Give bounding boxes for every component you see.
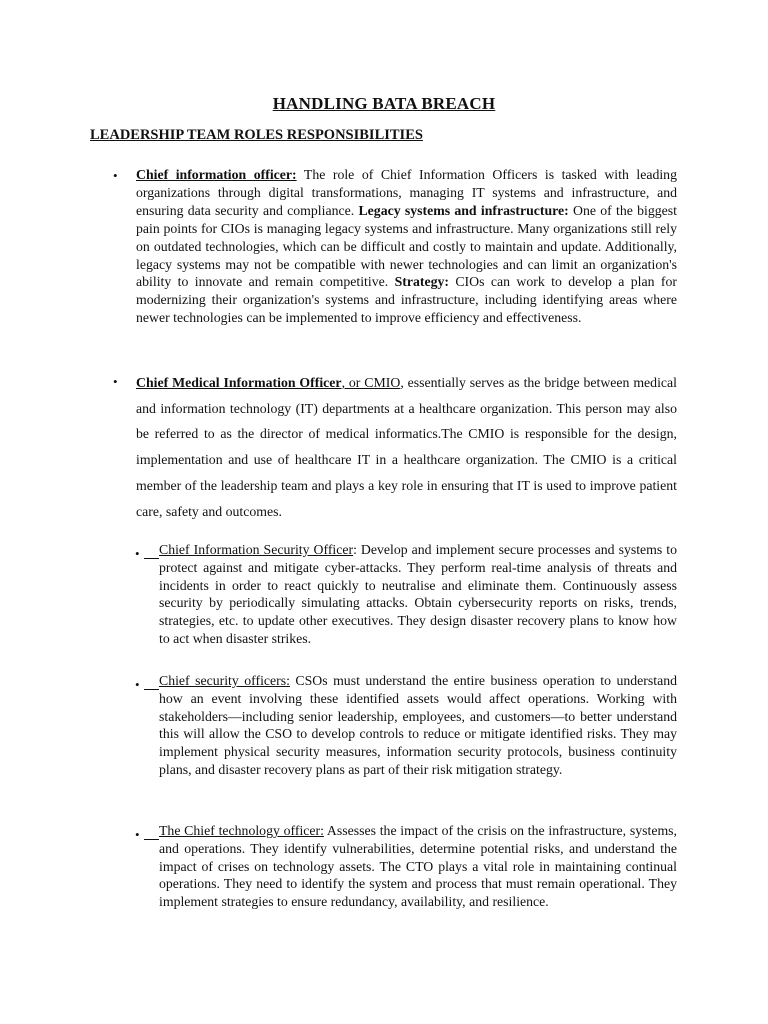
bullet-cto: • [135,827,140,842]
bullet-ciso: • [135,546,140,561]
bullet-cmio: • [113,374,118,389]
section-heading: LEADERSHIP TEAM ROLES RESPONSIBILITIES [90,127,423,143]
list-item-cso [159,672,677,779]
cio-strategy-label: Strategy: [394,274,449,290]
cio-label: Chief information officer: [136,167,297,182]
cto-label: The Chief technology officer: [159,823,324,838]
cso-text: CSOs must understand the entire business operation to understand how an event involving these identified assets would affect operations. Working with stakeholders—including senior leadership, employees, and customers—to better understand this will allow the CSO to develop controls to reduce or mitigate identified risks. They may implement physical security measures, information security protocols, business continuity plans, and disaster recovery plans as part of their risk mitigation strategy. [159,673,677,777]
cto-leader-underline [144,839,159,840]
bullet-cso: • [135,677,140,692]
cio-text-2: One of the biggest pain points for CIOs is managing legacy systems and infrastructure. Many organizations still rely on outdated technologies, which can be difficult and costly to maintain and update. Additionally, legacy systems may not be compatible with newer technologies and can limit an organization's ability to innovate and remain competitive. [136,202,678,290]
ciso-label: Chief Information Security Officer [159,542,354,557]
cio-legacy-label: Legacy systems and infrastructure: [358,202,569,218]
cmio-label: Chief Medical Information Officer [136,375,342,390]
cmio-label-abbrev: , or CMIO [341,375,401,390]
cso-leader-underline [144,689,159,690]
document-title: HANDLING BATA BREACH [272,94,496,113]
cio-text-3: CIOs can work to develop a plan for modernizing their organization's systems and infrastructure, including identifying areas where newer technologies can be implemented to improve efficiency and effectiveness. [136,274,677,326]
list-item-cio [136,166,677,327]
bullet-cio: • [113,168,118,183]
cmio-text: , essentially serves as the bridge between medical and information technology (IT) departments at a healthcare organization. This person may also be referred to as the director of medical informatics.The CMIO is responsible for the design, implementation and use of healthcare IT in a healthcare organization. The CMIO is a critical member of the leadership team and plays a key role in ensuring that IT is used to improve patient care, safety and outcomes. [136,375,677,519]
cio-text-1: The role of Chief Information Officers is tasked with leading organizations through digital transformations, managing IT systems and infrastructure, and ensuring data security and compliance. [136,167,677,218]
list-item-cmio [136,370,677,524]
list-item-cto [159,822,677,911]
ciso-text: : Develop and implement secure processes and systems to protect against and mitigate cyber-attacks. They perform real-time analysis of threats and incidents in order to react quickly to neutralise and eliminate them. Continuously assess security by periodically simulating attacks. Obtain cybersecurity reports on risks, trends, strategies, etc. to update other executives. They design disaster recovery plans to know how to act when disaster strikes. [159,542,677,646]
cso-label: Chief security officers: [159,673,290,688]
ciso-leader-underline [144,558,159,559]
cto-text: Assesses the impact of the crisis on the infrastructure, systems, and operations. They identify vulnerabilities, determine potential risks, and understand the impact of crises on technology assets. The CTO plays a vital role in maintaining continual operations. They need to identify the system and process that must remain operational. They implement strategies to ensure redundancy, availability, and resilience. [159,823,677,910]
list-item-ciso [159,541,677,648]
